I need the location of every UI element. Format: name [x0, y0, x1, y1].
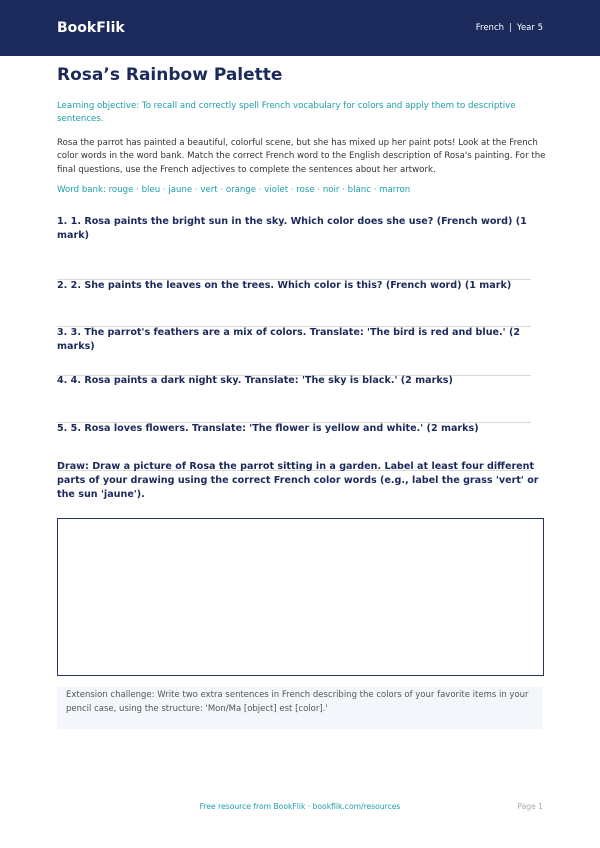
- word-bank: Word bank: rouge · bleu · jaune · vert · orange · violet · rose · noir · blanc · marron: [57, 185, 411, 195]
- drawing-area[interactable]: [57, 518, 544, 676]
- year-label: Year 5: [516, 23, 543, 33]
- extension-text: Extension challenge: Write two extra sentences in French describing the colors of your favorite items in your pencil case, using the structure: 'Mon/Ma [object] est [color].': [66, 690, 529, 714]
- page-number: Page 1: [517, 802, 543, 811]
- brand-logo[interactable]: BookFlik: [57, 20, 125, 36]
- question-5: 5. 5. Rosa loves flowers. Translate: 'The flower is yellow and white.' (2 marks): [57, 423, 479, 434]
- page-header: [0, 0, 600, 56]
- learning-objective: Learning objective: To recall and correctly spell French vocabulary for colors and apply them to descriptive sentences.: [57, 101, 516, 124]
- worksheet-title: Rosa’s Rainbow Palette: [57, 65, 283, 85]
- subject-year-label: [476, 23, 543, 33]
- footer-credit[interactable]: Free resource from BookFlik · bookflik.com/resources: [199, 802, 401, 811]
- subject-label: French: [475, 23, 505, 33]
- question-2: 2. 2. She paints the leaves on the trees. Which color is this? (French word) (1 mark): [57, 280, 512, 291]
- draw-prompt: Draw: Draw a picture of Rosa the parrot sitting in a garden. Label at least four different parts of your drawing using the correct French color words (e.g., label the grass 'vert' or the sun 'jaune').: [57, 461, 539, 500]
- extension-challenge: [57, 687, 542, 729]
- question-3: 3. 3. The parrot's feathers are a mix of colors. Translate: 'The bird is red and blue.' (2 marks): [57, 327, 521, 352]
- question-4: 4. 4. Rosa paints a dark night sky. Translate: 'The sky is black.' (2 marks): [57, 375, 453, 386]
- subject-separator: |: [509, 23, 512, 33]
- intro-paragraph: Rosa the parrot has painted a beautiful, colorful scene, but she has mixed up her paint pots! Look at the French color words in the word bank. Match the correct French word to the English description of Rosa's painting. For the final questions, use the French adjectives to complete the sentences about her artwork.: [57, 138, 546, 175]
- question-1: 1. 1. Rosa paints the bright sun in the sky. Which color does she use? (French word) (1 mark): [57, 216, 527, 241]
